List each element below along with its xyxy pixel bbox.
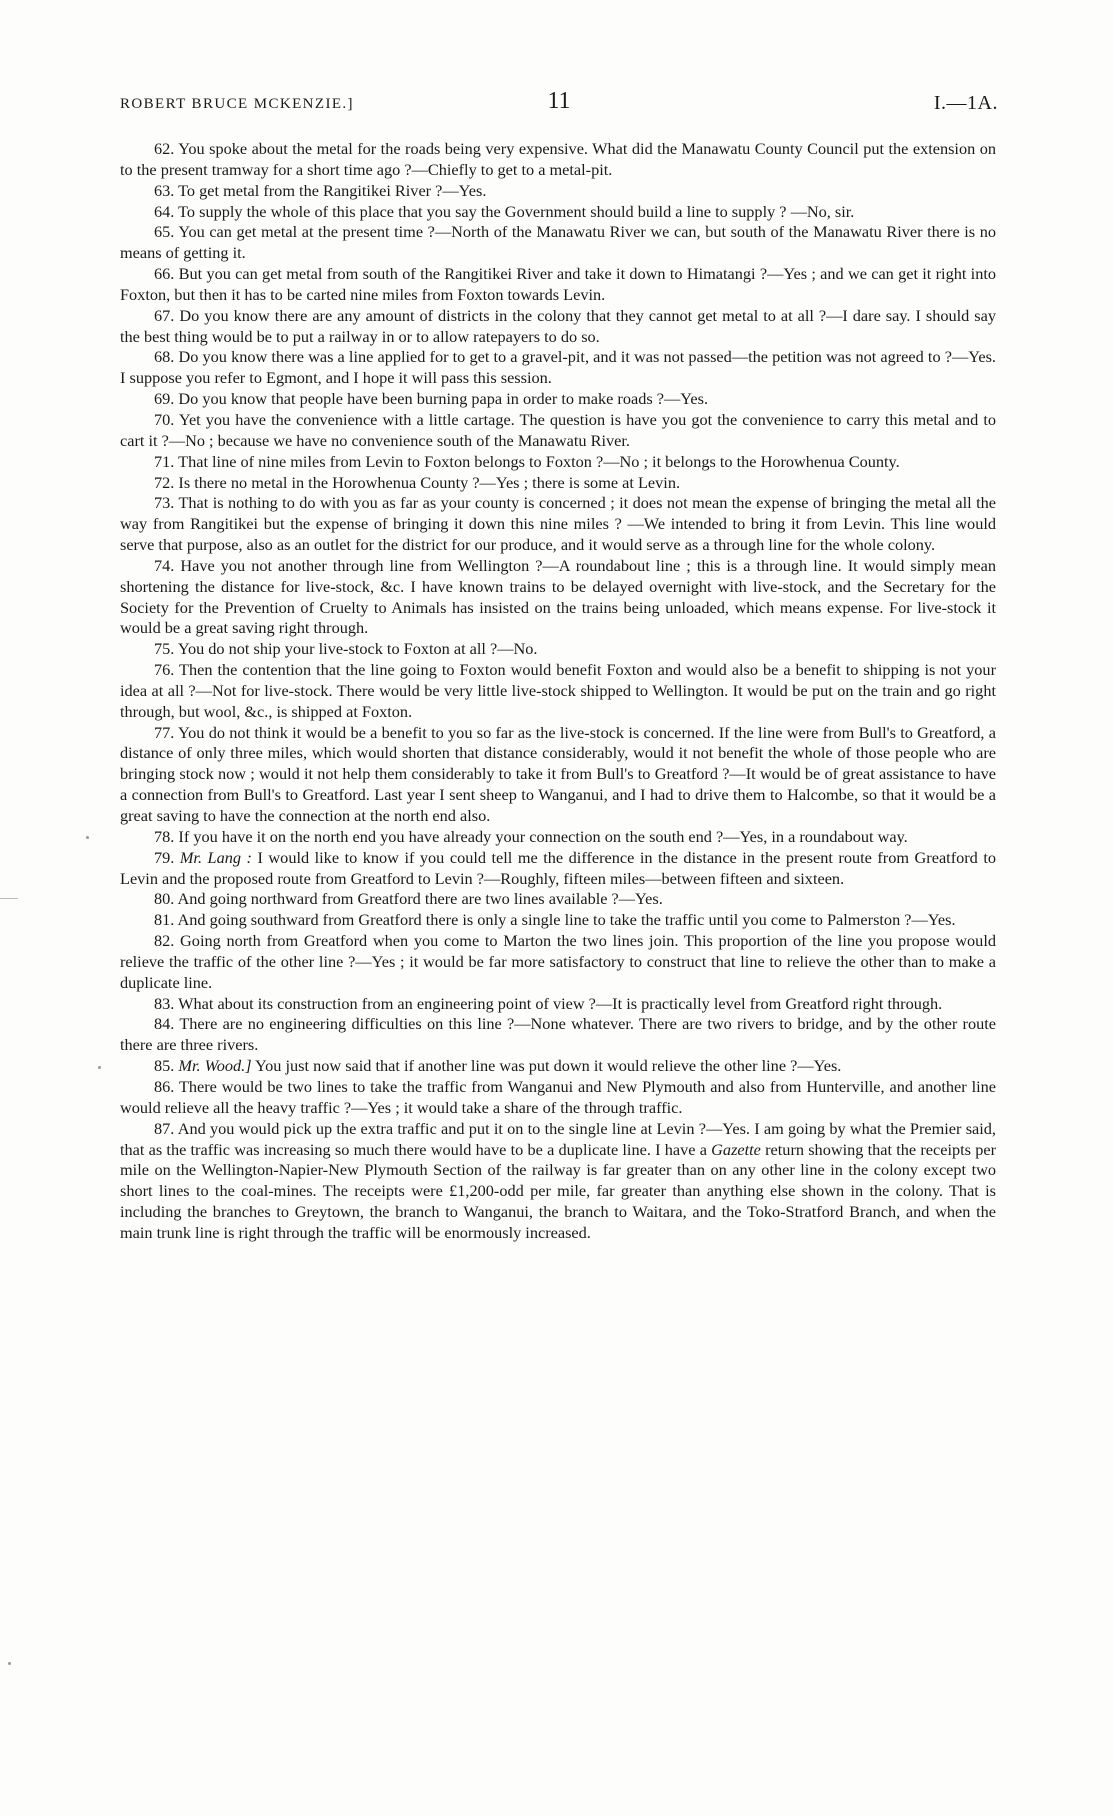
paragraph-text: return showing that the receipts per mile on the Wellington-Napier-New Plymouth Section of the railway is far greater than on any other line in the colony except two short lines to the coal-mines. The receipts were £1,200-odd per mile, far greater than anything else shown in the colony. That is including the branches to Greytown, the branch to Wanganui, the branch to Waitara, and the Toko-Stratford Branch, and when the main trunk line is right through the traffic will be enormously increased.: [120, 1139, 996, 1242]
paragraph-text: 81. And going southward from Greatford there is only a single line to take the traffic until you come to Palmerston ?—Yes.: [154, 910, 956, 930]
paragraph-text: 72. Is there no metal in the Horowhenua County ?—Yes ; there is some at Levin.: [154, 472, 681, 492]
paragraph-text: 73. That is nothing to do with you as far as your county is concerned ; it does not mean the expense of bringing the metal all the way from Rangitikei but the expense of bringing it down this nine miles ? —We intended to bring it from Levin. This line would serve that purpose, also as an outlet for the district for our produce, and it would serve as a through line for the whole colony.: [120, 493, 996, 555]
question-answer-paragraph: [120, 452, 996, 473]
question-answer-paragraph: [120, 910, 996, 931]
question-answer-paragraph: [120, 493, 996, 556]
speaker-name: Gazette: [711, 1139, 761, 1159]
paragraph-text: 67. Do you know there are any amount of districts in the colony that they cannot get metal to at all ?—I dare say. I should say the best thing would be to put a railway in or to allow ratepayers to do so.: [120, 305, 996, 346]
question-answer-paragraph: [120, 639, 996, 660]
paragraph-text: 68. Do you know there was a line applied for to get to a gravel-pit, and it was not passed—the petition was not agreed to ?—Yes. I suppose you refer to Egmont, and I hope it will pass this session.: [120, 347, 996, 388]
margin-mark: [98, 1066, 101, 1069]
paragraph-text: 74. Have you not another through line from Wellington ?—A roundabout line ; this is a through line. It would simply mean shortening the distance for live-stock, &c. I have known trains to be delayed overnight with live-stock, and the Secretary for the Society for the Prevention of Cruelty to Animals has insisted on the trains being unloaded, which means expense. For live-stock it would be a great saving right through.: [120, 555, 996, 638]
question-answer-paragraph: [120, 410, 996, 452]
paragraph-text: 64. To supply the whole of this place that you say the Government should build a line to supply ? —No, sir.: [154, 201, 855, 221]
paragraph-text: I would like to know if you could tell me the difference in the distance in the present route from Greatford to Levin and the proposed route from Greatford to Levin ?—Roughly, fifteen miles—between fifteen and sixteen.: [120, 847, 996, 888]
margin-mark: [86, 836, 89, 839]
question-answer-paragraph: [120, 347, 996, 389]
question-answer-paragraph: [120, 389, 996, 410]
question-answer-paragraph: [120, 264, 996, 306]
question-answer-paragraph: [120, 1056, 996, 1077]
header-witness-name: ROBERT BRUCE MCKENZIE.]: [120, 96, 354, 112]
paragraph-prefix: 85.: [154, 1056, 179, 1076]
page-header: [120, 88, 998, 118]
question-answer-paragraph: [120, 1077, 996, 1119]
margin-mark: [8, 1662, 11, 1665]
paragraph-text: You just now said that if another line was put down it would relieve the other line ?—Yes.: [251, 1056, 842, 1076]
question-answer-paragraph: [120, 222, 996, 264]
paragraph-text: 65. You can get metal at the present time ?—North of the Manawatu River we can, but south of the Manawatu River there is no means of getting it.: [120, 222, 996, 263]
paragraph-text: 77. You do not think it would be a benefit to you so far as the live-stock is concerned. If the line were from Bull's to Greatford, a distance of only three miles, which would shorten that distance considerably, would it not benefit the whole of those people who are bringing stock now ; would it not help them considerably to take it from Bull's to Greatford ?—It would be of great assistance to have a connection from Bull's to Greatford. Last year I sent sheep to Wanganui, and I had to drive them to Halcombe, so that it would be a great saving to have the connection at the north end also.: [120, 722, 996, 825]
margin-mark: [0, 898, 18, 899]
paragraph-text: 66. But you can get metal from south of the Rangitikei River and take it down to Himatangi ?—Yes ; and we can get it right into Foxton, but then it has to be carted nine miles from Foxton towards Levin.: [120, 264, 996, 304]
paragraph-text: 75. You do not ship your live-stock to Foxton at all ?—No.: [154, 639, 538, 659]
paragraph-text: 86. There would be two lines to take the traffic from Wanganui and New Plymouth and also from Hunterville, and another line would relieve all the heavy traffic ?—Yes ; it would take a share of the through traffic.: [120, 1076, 996, 1117]
paragraph-text: 70. Yet you have the convenience with a little cartage. The question is have you got the convenience to carry this metal and to cart it ?—No ; because we have no convenience south of the Manawatu River.: [120, 409, 996, 450]
evidence-body: [120, 139, 996, 1244]
question-answer-paragraph: [120, 556, 996, 639]
question-answer-paragraph: [120, 181, 996, 202]
paragraph-text: 76. Then the contention that the line going to Foxton would benefit Foxton and would also be a benefit to shipping is not your idea at all ?—Not for live-stock. There would be very little live-stock shipped to Wellington. It would be put on the train and go right through, but wool, &c., is shipped at Foxton.: [120, 660, 996, 721]
speaker-name: Mr. Wood.]: [178, 1056, 252, 1076]
paragraph-text: 82. Going north from Greatford when you come to Marton the two lines join. This proportion of the line you propose would relieve the traffic of the other line ?—Yes ; it would be far more satisfactory to construct that line to relieve the other than to make a duplicate line.: [120, 931, 996, 992]
paragraph-text: 84. There are no engineering difficulties on this line ?—None whatever. There are two rivers to bridge, and by the other route there are three rivers.: [120, 1014, 996, 1055]
page-number: 11: [547, 88, 571, 114]
paragraph-text: 69. Do you know that people have been burning papa in order to make roads ?—Yes.: [154, 389, 709, 409]
question-answer-paragraph: [120, 1119, 996, 1244]
question-answer-paragraph: [120, 723, 996, 827]
paragraph-prefix: 79.: [154, 847, 180, 867]
question-answer-paragraph: [120, 306, 996, 348]
paragraph-text: 71. That line of nine miles from Levin to Foxton belongs to Foxton ?—No ; it belongs to the Horowhenua County.: [154, 451, 900, 471]
question-answer-paragraph: [120, 660, 996, 723]
paragraph-text: 62. You spoke about the metal for the roads being very expensive. What did the Manawatu County Council put the extension on to the present tramway for a short time ago ?—Chiefly to get to a metal-pit.: [120, 139, 996, 179]
paragraph-text: 78. If you have it on the north end you have already your connection on the south end ?—Yes, in a roundabout way.: [154, 826, 908, 846]
question-answer-paragraph: [120, 473, 996, 494]
question-answer-paragraph: [120, 848, 996, 890]
question-answer-paragraph: [120, 994, 996, 1015]
question-answer-paragraph: [120, 931, 996, 994]
speaker-name: Mr. Lang :: [179, 847, 252, 867]
question-answer-paragraph: [120, 139, 996, 181]
paragraph-text: 63. To get metal from the Rangitikei River ?—Yes.: [154, 180, 487, 200]
question-answer-paragraph: [120, 889, 996, 910]
question-answer-paragraph: [120, 1014, 996, 1056]
paragraph-text: 83. What about its construction from an engineering point of view ?—It is practically level from Greatford right through.: [154, 993, 943, 1013]
paragraph-text: 80. And going northward from Greatford there are two lines available ?—Yes.: [154, 889, 663, 909]
paragraph-prefix: 87. And you would pick up the extra traffic and put it on to the single line at Levin ?—Yes. I am going by what the Premier said, that as the traffic was increasing so much there would have to be a duplicate line. I have a: [120, 1118, 996, 1159]
document-reference: I.—1A.: [933, 92, 998, 114]
question-answer-paragraph: [120, 202, 996, 223]
question-answer-paragraph: [120, 827, 996, 848]
